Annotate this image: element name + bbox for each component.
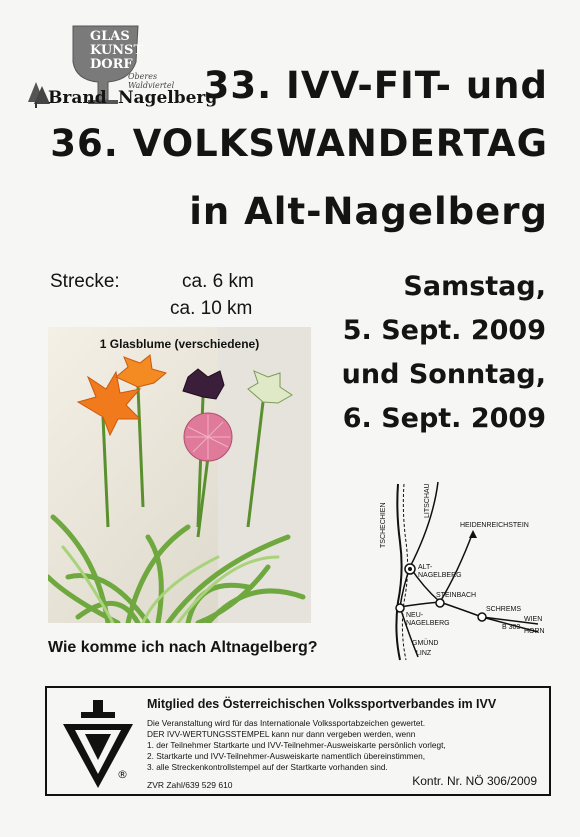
map-label-b303: B 303: [502, 624, 521, 631]
title-line-1: 33. IVV-FIT- und: [203, 64, 548, 107]
map-label-neu-nagelberg: NEU- NAGELBERG: [406, 612, 450, 627]
route-label: Strecke:: [50, 271, 120, 292]
map-label-schrems: SCHREMS: [486, 606, 522, 613]
route-distance-2: ca. 10 km: [170, 298, 253, 319]
map-label-wien: WIEN: [524, 616, 543, 623]
info-line-1: Die Veranstaltung wird für das Internationale Volkssportabzeichen gewertet.: [147, 718, 426, 728]
route-distance-1: ca. 6 km: [182, 271, 254, 292]
logo-script-text: Oberes Waldviertel: [128, 72, 175, 90]
map-label-tschechien: TSCHECHIEN: [380, 502, 387, 548]
title-line-2: 36. VOLKSWANDERTAG: [50, 122, 548, 165]
map-label-litschau: LITSCHAU: [424, 483, 431, 518]
date-line-1: Samstag,: [403, 271, 546, 302]
logo-nagelberg-text: Nagelberg: [118, 88, 218, 108]
glass-flower-photo: [48, 327, 311, 623]
map-label-linz: LINZ: [416, 650, 432, 657]
road-map-graphic: [378, 472, 548, 662]
info-heading: Mitglied des Österreichischen Volkssportverbandes im IVV: [147, 697, 497, 711]
date-line-3: und Sonntag,: [341, 359, 546, 390]
date-line-2: 5. Sept. 2009: [342, 315, 546, 346]
map-label-steinbach: STEINBACH: [436, 592, 477, 599]
zvr-number: ZVR Zahl/639 529 610: [147, 780, 233, 790]
photo-caption: 1 Glasblume (verschiedene): [99, 337, 260, 351]
info-line-5: 3. alle Streckenkontrollstempel auf der Startkarte vorhanden sind.: [147, 762, 388, 772]
directions-map: [378, 472, 548, 662]
map-label-heidenreichstein: HEIDENREICHSTEIN: [460, 522, 529, 529]
map-label-alt-nagelberg: ALT- NAGELBERG: [418, 564, 462, 579]
registered-mark: ®: [117, 768, 128, 781]
event-dates: [342, 265, 546, 441]
date-line-4: 6. Sept. 2009: [342, 403, 546, 434]
info-line-4: 2. Startkarte und IVV-Teilnehmer-Ausweiskarte namentlich übereinstimmen,: [147, 751, 426, 761]
info-line-3: 1. der Teilnehmer Startkarte und IVV-Teilnehmer-Ausweiskarte persönlich vorlegt,: [147, 740, 446, 750]
logo-glaskunstdorf-text: GLAS KUNST DORF: [90, 29, 144, 72]
ivv-info-box: [45, 686, 551, 796]
map-label-gmuend: GMÜND: [412, 640, 439, 647]
info-line-2: DER IVV-WERTUNGSSTEMPEL kann nur dann vergeben werden, wenn: [147, 729, 416, 739]
logo-brand-text: Brand: [48, 88, 107, 108]
glaskunstdorf-logo: [18, 22, 218, 114]
control-number: Kontr. Nr. NÖ 306/2009: [412, 774, 537, 788]
directions-heading: Wie komme ich nach Altnagelberg?: [48, 639, 318, 656]
map-label-horn: HORN: [524, 628, 545, 635]
title-line-3: in Alt-Nagelberg: [189, 190, 548, 233]
glass-flower-illustration: [48, 327, 311, 623]
